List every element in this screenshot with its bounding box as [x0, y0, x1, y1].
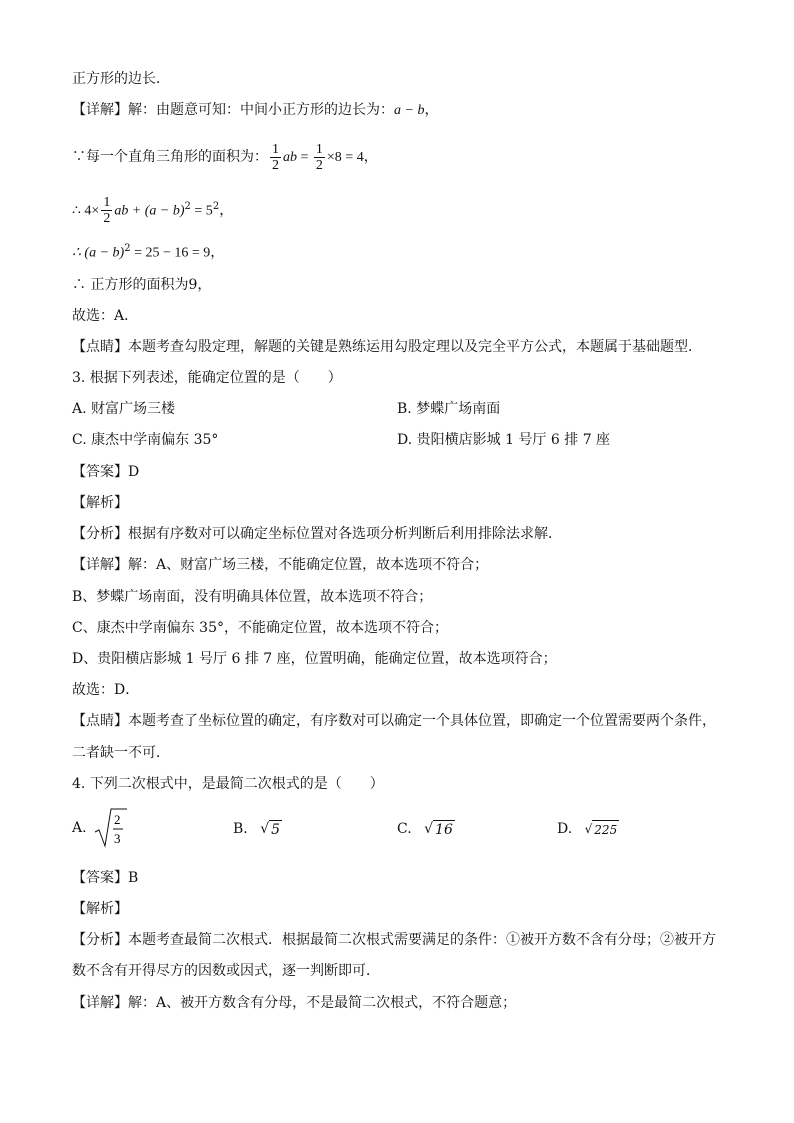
- text-line: 【点睛】本题考查勾股定理，解题的关键是熟练运用勾股定理以及完全平方公式，本题属于基础题型．: [72, 339, 702, 355]
- sqrt-expression: √ 5: [260, 821, 281, 838]
- text-line: C、康杰中学南偏东 35°，不能确定位置，故本选项不符合；: [72, 620, 448, 636]
- text-line: 故选：D．: [72, 682, 140, 698]
- section-tag: 【分析】: [72, 932, 128, 948]
- fraction-numerator: 2: [113, 812, 121, 827]
- option-a: A. 财富广场三楼: [72, 401, 176, 417]
- text-line: 【详解】解：A、被开方数含有分母，不是最简二次根式，不符合题意；: [72, 995, 517, 1011]
- text-line: B、梦蝶广场南面，没有明确具体位置，故本选项不符合；: [72, 589, 433, 605]
- option-d: D. √ 225: [557, 821, 618, 837]
- section-tag: 【答案】: [72, 870, 128, 886]
- text-line: 数不含有开得尽方的因数或因式，逐一判断即可．: [72, 963, 380, 979]
- text-line: 【详解】解：A、财富广场三楼，不能确定位置，故本选项不符合；: [72, 557, 489, 573]
- question-3: 3. 根据下列表述，能确定位置的是（ ）: [72, 370, 342, 386]
- option-b: B. √ 5: [233, 821, 281, 838]
- answer-line: 【答案】D: [72, 464, 140, 480]
- section-tag: 【详解】: [72, 995, 128, 1011]
- section-tag: 【解析】: [72, 495, 128, 511]
- text-line: 【分析】本题考查最简二次根式．根据最简二次根式需要满足的条件：①被开方数不含有分母；②被开方: [72, 932, 716, 948]
- text-line: ∵每一个直角三角形的面积为： $\frac{1}{2}$ ab = $\frac{1}{2}$ ×8 = 4，: [72, 141, 378, 173]
- text-line: 正方形的边长．: [72, 71, 170, 87]
- text-line: 二者缺一不可．: [72, 745, 170, 761]
- fraction: $\frac{1}{2}$: [103, 195, 111, 227]
- text-line: D、贵阳横店影城 1 号厅 6 排 7 座，位置明确，能确定位置，故本选项符合；: [72, 651, 557, 667]
- option-b: B. 梦蝶广场南面: [397, 401, 501, 417]
- text-line: ∴ $(a - b)^2 = 25 - 16 = 9$，: [72, 243, 225, 261]
- text-line: ∴ 正方形的面积为9，: [72, 277, 212, 293]
- section-tag: 【分析】: [72, 526, 128, 542]
- section-tag: 【详解】: [72, 102, 128, 118]
- text-line: 【点睛】本题考查了坐标位置的确定，有序数对可以确定一个具体位置，即确定一个位置需要两个条件，: [72, 713, 716, 729]
- fraction: $\frac{1}{2}$: [272, 141, 279, 173]
- option-c: C. √ 16: [397, 821, 453, 838]
- text-line: 【分析】根据有序数对可以确定坐标位置对各选项分析判断后利用排除法求解．: [72, 526, 562, 542]
- question-4: 4. 下列二次根式中，是最简二次根式的是（ ）: [72, 776, 384, 792]
- fraction-denominator: 3: [113, 831, 121, 846]
- text-line: 【详解】解：由题意可知：中间小正方形的边长为：a − b，: [72, 102, 439, 118]
- option-a: A. 2 3: [72, 806, 129, 850]
- text-line: 故选：A．: [72, 308, 139, 324]
- option-d: D. 贵阳横店影城 1 号厅 6 排 7 座: [397, 432, 611, 448]
- sqrt-sign-icon: [93, 806, 129, 850]
- section-tag: 【解析】: [72, 901, 128, 917]
- sqrt-expression: √ 225: [584, 822, 618, 837]
- fraction: $\frac{1}{2}$: [315, 141, 323, 173]
- section-tag: 【详解】: [72, 557, 128, 573]
- math-expression: a − b: [394, 103, 425, 118]
- section-tag: 【点睛】: [72, 713, 128, 729]
- sqrt-expression: √ 16: [424, 821, 453, 838]
- text-line: ∴ 4× $\frac{1}{2}$ ab + $(a - b)^2 = 5^2$，: [72, 195, 234, 227]
- option-c: C. 康杰中学南偏东 35°: [72, 432, 219, 448]
- answer-line: 【答案】B: [72, 870, 139, 886]
- section-tag: 【点睛】: [72, 339, 128, 355]
- section-tag: 【答案】: [72, 464, 128, 480]
